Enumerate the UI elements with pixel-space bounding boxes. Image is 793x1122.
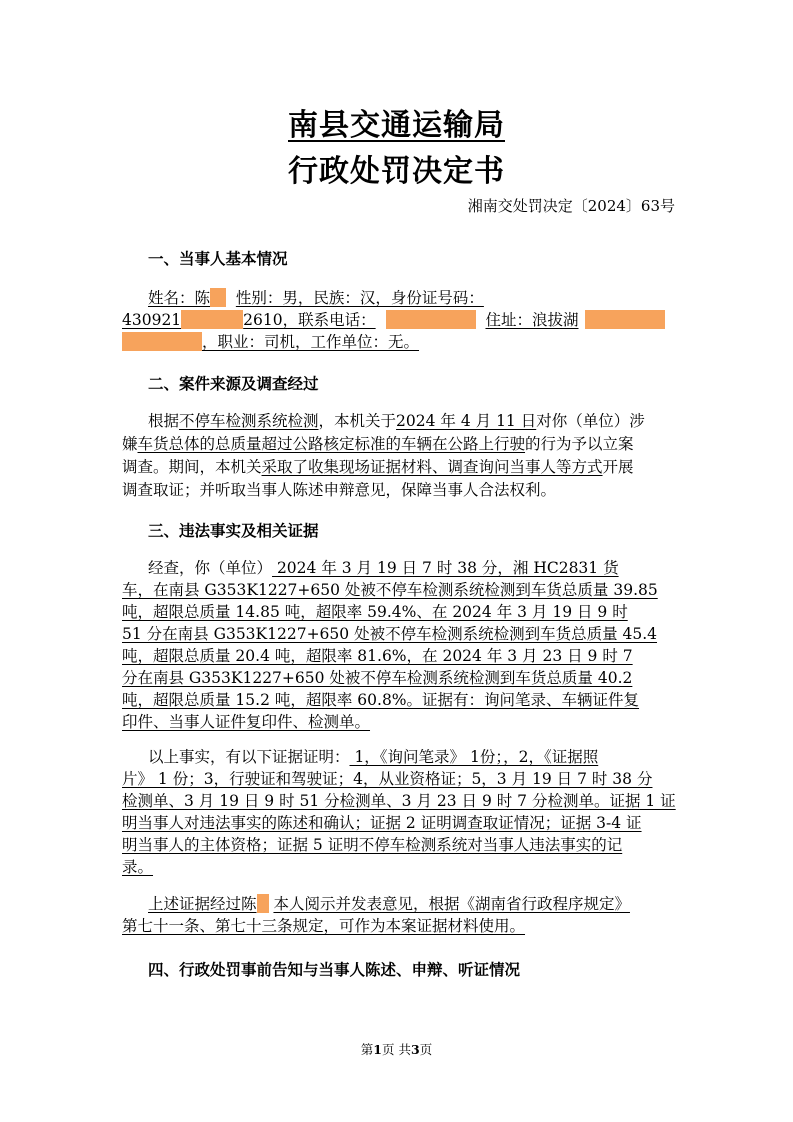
document-number: 湘南交处罚决定〔2024〕63号 [467,197,675,215]
text: 1，《询问笔录》 1份；，2，《证据照 [349,748,599,766]
party-info-line-2 [122,309,674,331]
evidence-line-3: 检测单、3 月 19 日 9 时 51 分检测单、3 月 23 日 9 时 7 分检测单。证据 1 证 [122,792,676,810]
document-title [0,100,793,144]
party-address: 住址：浪拔湖 [485,311,579,329]
case-source-line-2 [122,433,674,455]
case-source-line-4: 调查取证；并听取当事人陈述申辩意见，保障当事人合法权利。 [122,481,557,499]
title-line-2: 行政处罚决定书 [288,154,505,189]
text: 以上事实，有以下证据证明： [148,748,350,766]
evidence-line-1 [148,746,700,768]
case-source-line-1 [148,410,700,432]
facts-line-6: 分在南县 G353K1227+650 处被不停车检测系统检测到车货总质量 40.2 [122,669,633,687]
facts-line-3: 吨，超限总质量 14.85 吨，超限率 59.4%、在 2024 年 3 月 19 日 9 时 [122,603,628,621]
text: 对你（单位）涉 [536,412,645,430]
facts-line-1 [148,557,700,579]
text: ，本机关于 [318,412,397,430]
evidence-line-5: 明当事人的主体资格；证据 5 证明不停车检测系统对当事人违法事实的记 [122,836,623,854]
text: 开展 [602,458,634,476]
party-id: 430921 [122,311,182,329]
text: 页 共 [382,1042,411,1057]
text: 经查，你（单位） [148,559,273,577]
review-line-2: 第七十一条、第七十三条规定，可作为本案证据材料使用。 [122,917,526,935]
page-number: 1 [373,1042,382,1057]
redaction [181,310,243,329]
case-date: 2024 年 4 月 11 日 [396,412,537,430]
text: 第 [360,1042,374,1057]
evidence-line-6: 录。 [122,858,154,876]
section4-heading: 四、行政处罚事前告知与当事人陈述、申辩、听证情况 [148,961,521,979]
evidence-line-4: 明当事人对违法事实的陈述和确认；证据 2 证明调查取证情况；证据 3-4 证 [122,814,642,832]
redaction [210,288,226,307]
text: 嫌 [122,435,138,453]
text: 不停车检测系统检测 [179,412,319,430]
text: 2024 年 3 月 19 日 7 时 38 分，湘 HC2831 货 [272,559,619,577]
section3-heading: 三、违法事实及相关证据 [148,522,319,540]
party-gender: 性别：男，民族：汉，身份证号码： [235,289,484,307]
review-line-1 [148,893,700,915]
total-pages: 3 [410,1042,420,1057]
document-subtitle [0,146,793,190]
section2-heading: 二、案件来源及调查经过 [148,375,319,393]
redaction [122,332,202,351]
page-footer [0,1040,793,1058]
party-name: 姓名：陈 [148,289,211,307]
redaction [585,310,665,329]
section1-heading: 一、当事人基本情况 [148,250,288,268]
facts-line-5: 吨，超限总质量 20.4 吨，超限率 81.6%，在 2024 年 3 月 23 日 9 时 7 [122,647,633,665]
title-line-1: 南县交通运输局 [288,108,505,143]
party-info-line-1 [148,287,700,309]
facts-line-2: 车，在南县 G353K1227+650 处被不停车检测系统检测到车货总质量 39.85 [122,581,658,599]
facts-line-8: 印件、当事人证件复印件、检测单。 [122,713,371,731]
text: 采取了收集现场证据材料、调查询问当事人等方式 [261,458,603,476]
text: 的行为予以立案 [525,435,634,453]
redaction [257,894,269,913]
text: 上述证据经过陈 [148,895,257,913]
violation-description: 车货总体的总质量超过公路核定标准的车辆在公路上行驶 [137,435,526,453]
facts-line-4: 51 分在南县 G353K1227+650 处被不停车检测系统检测到车货总质量 45.4 [122,625,658,643]
party-occupation: ，职业：司机，工作单位：无。 [202,333,420,351]
redaction [386,310,476,329]
party-phone-label: 2610，联系电话： [243,311,376,329]
text: 页 [419,1042,433,1057]
text: 根据 [148,412,180,430]
facts-line-7: 吨，超限总质量 15.2 吨，超限率 60.8%。证据有：询问笔录、车辆证件复 [122,691,640,709]
party-info-line-3 [122,331,674,353]
text: 调查。期间，本机关 [122,458,262,476]
evidence-line-2: 片》 1 份；3，行驶证和驾驶证；4，从业资格证；5，3 月 19 日 7 时 38 分 [122,770,653,788]
case-source-line-3 [122,456,674,478]
text: 本人阅示并发表意见，根据《湖南省行政程序规定》 [273,895,630,913]
